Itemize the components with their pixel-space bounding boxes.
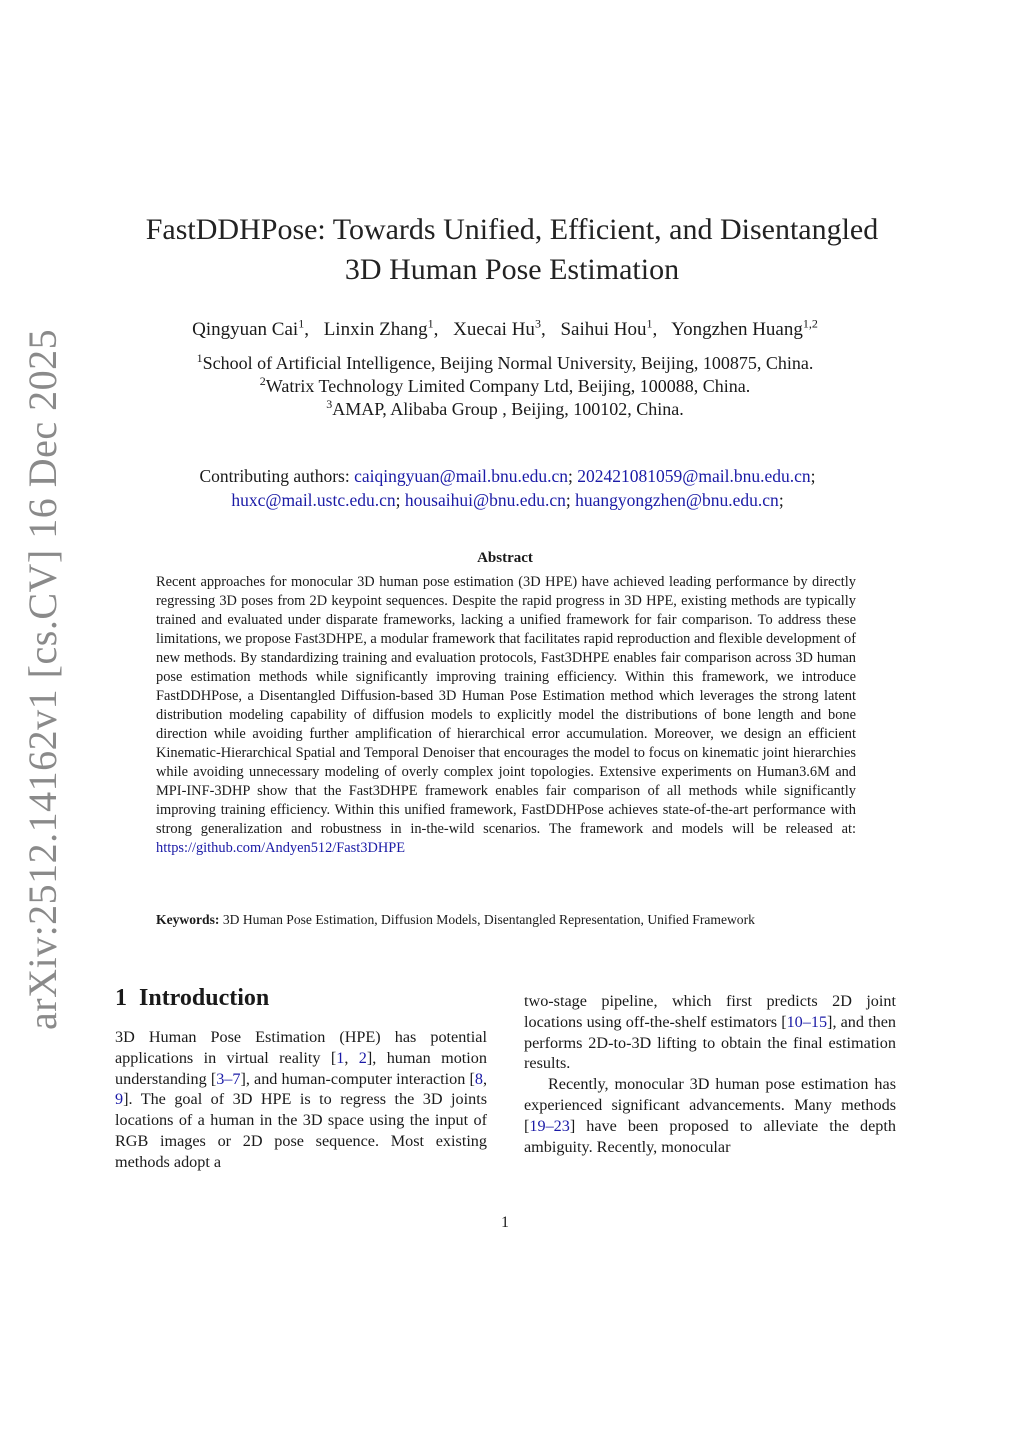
author-name: Yongzhen Huang bbox=[671, 319, 803, 340]
affiliation-text: AMAP, Alibaba Group , Beijing, 100102, China. bbox=[332, 399, 684, 419]
repository-link[interactable]: https://github.com/Andyen512/Fast3DHPE bbox=[156, 840, 406, 856]
intro-paragraph: Recently, monocular 3D human pose estimation has experienced significant advancements. Many methods [19–23] have been proposed to alleviate the depth ambiguity. Recently, monocular bbox=[524, 1075, 896, 1156]
email-link[interactable]: caiqingyuan@mail.bnu.edu.cn bbox=[354, 466, 568, 486]
paper-title bbox=[0, 210, 1024, 290]
affiliation-line bbox=[0, 375, 1010, 398]
body-text: have been proposed to alleviate the depth ambiguity. Recently, monocular bbox=[524, 1116, 896, 1156]
citation-link[interactable]: 9 bbox=[115, 1090, 124, 1109]
keywords-label: Keywords: bbox=[156, 912, 220, 927]
section-title: Introduction bbox=[139, 985, 270, 1011]
contributing-label: Contributing authors: bbox=[199, 466, 350, 486]
citation-link[interactable]: 10–15 bbox=[786, 1012, 828, 1031]
citation-link[interactable]: 2 bbox=[358, 1048, 367, 1067]
author-affiliation-mark: 1,2 bbox=[802, 316, 818, 331]
body-text: two-stage pipeline, which first predicts 2D joint locations using off-the-shelf estimators bbox=[524, 992, 896, 1031]
body-text: 3D Human Pose Estimation (HPE) has potential applications in virtual reality bbox=[115, 1028, 487, 1067]
affiliation-list bbox=[0, 352, 1010, 421]
affiliation-mark: 1 bbox=[196, 351, 203, 365]
email-link[interactable]: 202421081059@mail.bnu.edu.cn bbox=[577, 466, 811, 486]
email-separator: ; bbox=[565, 490, 571, 510]
email-link[interactable]: huangyongzhen@bnu.edu.cn bbox=[575, 490, 779, 510]
intro-paragraph: two-stage pipeline, which first predicts 2D joint locations using off-the-shelf estimators [10–15], and then performs 2D-to-3D lifting to obtain the final estimation results. bbox=[524, 992, 896, 1073]
email-link[interactable]: huxc@mail.ustc.edu.cn bbox=[231, 490, 396, 510]
affiliation-text: School of Artificial Intelligence, Beijing Normal University, Beijing, 100875, China. bbox=[202, 353, 814, 373]
keywords bbox=[156, 910, 856, 930]
intro-right-column bbox=[524, 991, 896, 1157]
affiliation-mark: 2 bbox=[259, 374, 266, 388]
citation-link[interactable]: 19–23 bbox=[529, 1116, 570, 1135]
page-number: 1 bbox=[501, 1214, 509, 1231]
title-line-2: 3D Human Pose Estimation bbox=[344, 253, 680, 286]
email-separator: ; bbox=[567, 466, 573, 486]
affiliation-text: Watrix Technology Limited Company Ltd, Beijing, 100088, China. bbox=[265, 376, 751, 396]
body-text: , and then performs 2D-to-3D lifting to obtain the final estimation results. bbox=[524, 1012, 896, 1073]
author-name: Xuecai Hu bbox=[453, 319, 535, 340]
section-number: 1 bbox=[115, 985, 127, 1011]
section-heading bbox=[115, 985, 269, 1012]
email-separator: ; bbox=[395, 490, 401, 510]
intro-left-column bbox=[115, 1027, 487, 1173]
citation-link[interactable]: 3–7 bbox=[216, 1069, 241, 1088]
contributing-authors bbox=[150, 464, 865, 512]
body-text: , and human-computer interaction bbox=[245, 1069, 470, 1088]
keywords-text: 3D Human Pose Estimation, Diffusion Models, Disentangled Representation, Unified Framework bbox=[222, 912, 755, 927]
affiliation-line bbox=[0, 398, 1010, 421]
email-separator: ; bbox=[778, 490, 784, 510]
body-text: . The goal of 3D HPE is to regress the 3D joints locations of a human in the 3D space using the input of RGB images or 2D pose sequence. Most existing methods adopt a bbox=[115, 1090, 487, 1171]
author-affiliation-mark: 1 bbox=[427, 316, 434, 331]
citation-link[interactable]: 8 bbox=[474, 1069, 483, 1088]
author-affiliation-mark: 1 bbox=[298, 316, 305, 331]
abstract-body bbox=[156, 573, 856, 858]
email-link[interactable]: housaihui@bnu.edu.cn bbox=[404, 490, 566, 510]
author-affiliation-mark: 3 bbox=[534, 316, 541, 331]
author-name: Qingyuan Cai bbox=[192, 319, 299, 340]
author-name: Saihui Hou bbox=[560, 319, 647, 340]
email-separator: ; bbox=[810, 466, 816, 486]
abstract-heading: Abstract bbox=[477, 550, 533, 566]
citation-link[interactable]: 1 bbox=[336, 1048, 345, 1067]
arxiv-identifier-stamp: arXiv:2512.14162v1 [cs.CV] 16 Dec 2025 bbox=[20, 328, 65, 1030]
abstract-text: Recent approaches for monocular 3D human pose estimation (3D HPE) have achieved leading performance by directly regressing 3D poses from 2D keypoint sequences. Despite the rapid progress in 3D HPE, existing methods are typically trained and evaluated under disparate frameworks, lacking a unified framework for fair comparison. To address these limitations, we propose Fast3DHPE, a modular framework that facilitates rapid reproduction and flexible development of new methods. By standardizing training and evaluation protocols, Fast3DHPE enables fair comparison across 3D human pose estimation methods while significantly improving training efficiency. Within this framework, we introduce FastDDHPose, a Disentangled Diffusion-based 3D Human Pose Estimation method which leverages the strong latent distribution modeling capability of diffusion models to explicitly model the distributions of bone length and bone direction while avoiding further amplification of hierarchical error accumulation. Moreover, we design an efficient Kinematic-Hierarchical Spatial and Temporal Denoiser that encourages the model to focus on kinematic joint hierarchies while avoiding unnecessary modeling of overly complex joint topologies. Extensive experiments on Human3.6M and MPI-INF-3DHP show that the Fast3DHPE framework enables fair comparison of all methods while significantly improving training efficiency. Within this unified framework, FastDDHPose achieves state-of-the-art performance with strong generalization and robustness in in-the-wild scenarios. The framework and models will be released at: bbox=[156, 574, 856, 837]
intro-paragraph: 3D Human Pose Estimation (HPE) has potential applications in virtual reality [1, 2], human motion understanding [3–7], and human-computer interaction [8, 9]. The goal of 3D HPE is to regress the 3D joints locations of a human in the 3D space using the input of RGB images or 2D pose sequence. Most existing methods adopt a bbox=[115, 1028, 487, 1171]
title-line-1: FastDDHPose: Towards Unified, Efficient, and Disentangled bbox=[145, 213, 879, 246]
affiliation-mark: 3 bbox=[326, 397, 333, 411]
author-name: Linxin Zhang bbox=[323, 319, 428, 340]
affiliation-line bbox=[0, 352, 1010, 375]
author-affiliation-mark: 1 bbox=[646, 316, 653, 331]
author-list: Qingyuan Cai$^1$, Linxin Zhang$^1$, Xuecai Hu$^3$, Saihui Hou$^1$, Yongzhen Huang$^{1,2}$ bbox=[192, 316, 818, 340]
body-text: , human motion understanding bbox=[115, 1048, 487, 1088]
body-text: Recently, monocular 3D human pose estimation has experienced significant advancements. Many methods bbox=[524, 1075, 896, 1114]
